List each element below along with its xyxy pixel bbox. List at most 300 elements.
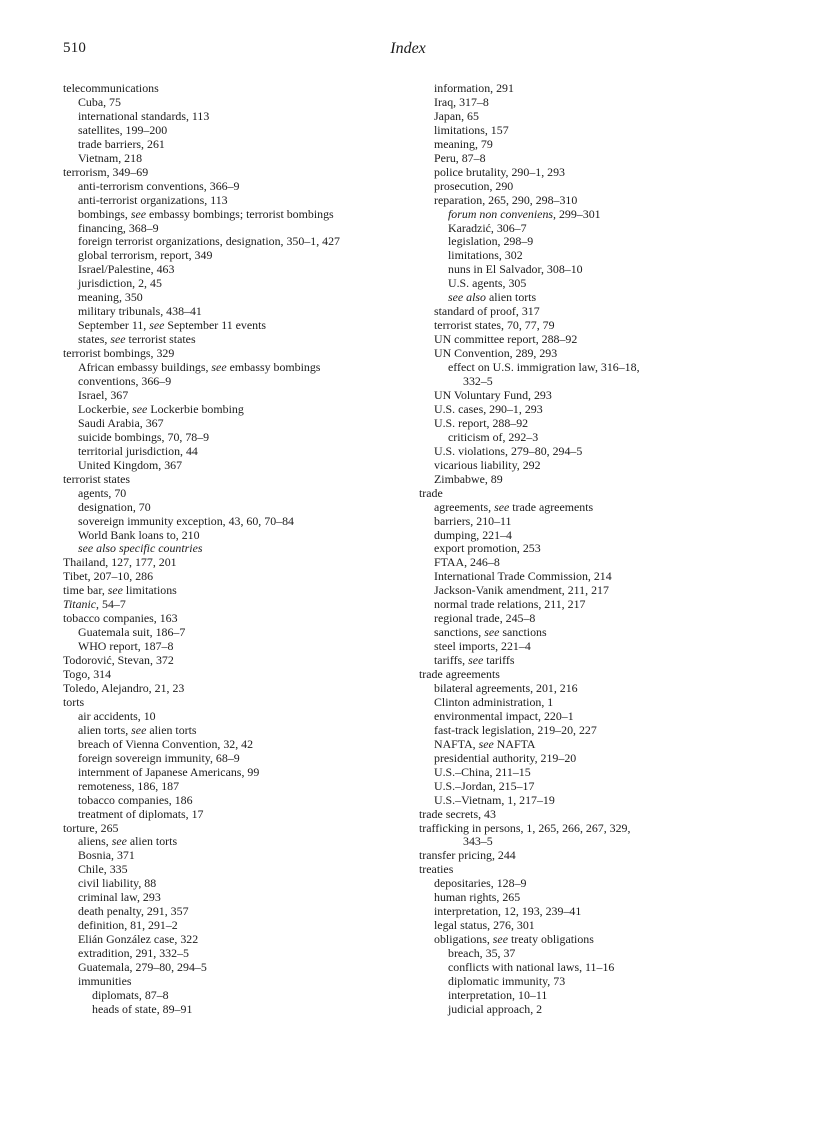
index-column-left	[63, 82, 435, 1017]
entry-text: trade	[419, 485, 443, 500]
entry-text: embassy bombings; terrorist bombings	[146, 206, 334, 221]
entry-text: United Kingdom, 367	[78, 457, 183, 472]
entry-text: civil liability, 88	[78, 876, 157, 891]
entry-text: treatment of diplomats, 17	[78, 806, 204, 821]
entry-text: World Bank loans to, 210	[78, 527, 200, 542]
index-subentry	[63, 389, 435, 403]
entry-text: alien torts	[126, 834, 178, 849]
entry-text: Vietnam, 218	[78, 150, 143, 165]
entry-text: U.S. report, 288–92	[434, 415, 529, 430]
index-subentry	[419, 654, 791, 668]
entry-text: trade agreements	[419, 667, 500, 682]
entry-text-italic: see	[131, 722, 147, 737]
index-subentry	[419, 570, 791, 584]
entry-text: transfer pricing, 244	[419, 848, 516, 863]
index-subentry	[419, 319, 791, 333]
index-subentry	[63, 738, 435, 752]
entry-text: terrorist states	[125, 332, 196, 347]
index-subentry	[419, 277, 791, 291]
index-subentry	[419, 305, 791, 319]
entry-text: 343–5	[463, 834, 493, 849]
entry-text: U.S. agents, 305	[448, 276, 527, 291]
entry-text: time bar,	[63, 583, 108, 598]
index-entry	[63, 682, 435, 696]
index-subentry	[63, 877, 435, 891]
index-subentry	[419, 989, 791, 1003]
index-subentry	[419, 556, 791, 570]
index-subentry	[419, 82, 791, 96]
index-subentry	[419, 222, 791, 236]
index-subentry	[419, 124, 791, 138]
entry-text: criticism of, 292–3	[448, 429, 539, 444]
entry-text: legislation, 298–9	[448, 234, 534, 249]
entry-text: death penalty, 291, 357	[78, 904, 189, 919]
index-subentry	[419, 459, 791, 473]
index-entry	[63, 82, 435, 96]
entry-text: U.S. violations, 279–80, 294–5	[434, 443, 583, 458]
index-entry	[63, 598, 435, 612]
index-subentry	[419, 612, 791, 626]
entry-text: Iraq, 317–8	[434, 94, 489, 109]
index-subentry	[419, 515, 791, 529]
index-subentry	[63, 305, 435, 319]
index-subentry	[63, 263, 435, 277]
entry-text-italic: forum non conveniens,	[448, 206, 556, 221]
entry-text: alien torts,	[78, 722, 132, 737]
index-subentry	[419, 249, 791, 263]
entry-text-italic: see	[130, 206, 147, 221]
entry-text: tobacco companies, 186	[78, 792, 193, 807]
entry-text: limitations	[122, 583, 177, 598]
index-subentry	[419, 431, 791, 445]
index-subentry	[419, 473, 791, 487]
index-subentry	[419, 417, 791, 431]
entry-text: definition, 81, 291–2	[78, 918, 178, 933]
index-subentry	[419, 766, 791, 780]
index-subentry	[63, 515, 435, 529]
entry-text: Japan, 65	[434, 108, 479, 123]
index-subentry	[63, 1003, 435, 1017]
entry-text: Thailand, 127, 177, 201	[63, 555, 177, 570]
entry-text: U.S.–Vietnam, 1, 217–19	[434, 792, 555, 807]
entry-text: standard of proof, 317	[434, 304, 540, 319]
entry-text: global terrorism, report, 349	[78, 248, 213, 263]
entry-text: trade secrets, 43	[419, 806, 496, 821]
index-subentry	[63, 542, 435, 556]
index-subentry	[419, 96, 791, 110]
index-subentry	[63, 529, 435, 543]
index-subentry	[63, 249, 435, 263]
entry-text: UN committee report, 288–92	[434, 332, 578, 347]
entry-text: diplomats, 87–8	[92, 987, 169, 1002]
entry-text: Cuba, 75	[78, 94, 121, 109]
entry-text: reparation, 265, 290, 298–310	[434, 192, 578, 207]
index-subentry	[419, 445, 791, 459]
entry-text: prosecution, 290	[434, 178, 514, 193]
index-subentry	[63, 403, 435, 417]
entry-text: foreign terrorist organizations, designation, 350–1, 427	[78, 234, 340, 249]
entry-text: Todorović, Stevan, 372	[63, 653, 174, 668]
index-subentry	[419, 738, 791, 752]
index-subentry	[419, 361, 791, 375]
index-subentry	[419, 403, 791, 417]
entry-text: , 54–7	[96, 597, 126, 612]
index-subentry	[419, 933, 791, 947]
index-subentry	[63, 808, 435, 822]
entry-text: terrorism, 349–69	[63, 164, 149, 179]
entry-text: interpretation, 10–11	[448, 987, 548, 1002]
entry-text: dumping, 221–4	[434, 527, 512, 542]
entry-text: conventions, 366–9	[78, 374, 172, 389]
entry-text: international standards, 113	[78, 108, 210, 123]
entry-text: tobacco companies, 163	[63, 611, 178, 626]
entry-text: torture, 265	[63, 820, 119, 835]
index-subentry	[63, 933, 435, 947]
entry-text: territorial jurisdiction, 44	[78, 443, 198, 458]
entry-text-italic: see	[149, 318, 165, 333]
entry-text-italic: Titanic	[63, 597, 97, 612]
entry-text: meaning, 350	[78, 290, 143, 305]
entry-text: anti-terrorism conventions, 366–9	[78, 178, 240, 193]
index-subentry	[419, 138, 791, 152]
entry-text: export promotion, 253	[434, 541, 541, 556]
index-subentry	[419, 640, 791, 654]
entry-text: regional trade, 245–8	[434, 611, 536, 626]
index-subentry	[63, 794, 435, 808]
index-subentry	[63, 277, 435, 291]
entry-text-italic: see	[468, 653, 484, 668]
entry-text: nuns in El Salvador, 308–10	[448, 262, 583, 277]
index-subentry	[419, 375, 791, 389]
index-entry	[419, 849, 791, 863]
index-subentry	[63, 417, 435, 431]
index-subentry	[63, 975, 435, 989]
entry-text: Togo, 314	[63, 667, 112, 682]
index-subentry	[419, 584, 791, 598]
entry-text: treaty obligations	[507, 932, 594, 947]
entry-text: bilateral agreements, 201, 216	[434, 680, 578, 695]
entry-text: barriers, 210–11	[434, 513, 512, 528]
entry-text: Tibet, 207–10, 286	[63, 569, 154, 584]
index-entry	[63, 668, 435, 682]
index-subentry	[419, 529, 791, 543]
entry-text: anti-terrorist organizations, 113	[78, 192, 228, 207]
entry-text: trade agreements	[509, 499, 594, 514]
index-subentry	[63, 989, 435, 1003]
index-subentry	[63, 487, 435, 501]
index-subentry	[419, 975, 791, 989]
entry-text: FTAA, 246–8	[434, 555, 500, 570]
index-subentry	[419, 1003, 791, 1017]
entry-text: conflicts with national laws, 11–16	[448, 960, 615, 975]
entry-text: depositaries, 128–9	[434, 876, 527, 891]
index-subentry	[63, 710, 435, 724]
entry-text: heads of state, 89–91	[92, 1001, 193, 1016]
index-subentry	[63, 961, 435, 975]
entry-text: NAFTA,	[434, 736, 479, 751]
index-subentry	[63, 222, 435, 236]
index-entry	[419, 808, 791, 822]
index-entry	[63, 612, 435, 626]
index-subentry	[419, 891, 791, 905]
entry-text: information, 291	[434, 81, 514, 95]
entry-text-italic: see also	[448, 290, 486, 305]
entry-text: embassy bombings	[226, 360, 321, 375]
entry-text: criminal law, 293	[78, 890, 161, 905]
index-subentry	[63, 919, 435, 933]
index-subentry	[63, 752, 435, 766]
entry-text: sanctions,	[434, 625, 485, 640]
index-subentry	[419, 947, 791, 961]
index-subentry	[63, 124, 435, 138]
index-entry	[63, 696, 435, 710]
index-subentry	[63, 626, 435, 640]
entry-text: suicide bombings, 70, 78–9	[78, 429, 210, 444]
index-subentry	[63, 640, 435, 654]
entry-text: trade barriers, 261	[78, 136, 165, 151]
index-subentry	[63, 96, 435, 110]
entry-text: internment of Japanese Americans, 99	[78, 764, 260, 779]
entry-text: agents, 70	[78, 485, 127, 500]
index-entry	[63, 570, 435, 584]
entry-text: immunities	[78, 974, 132, 988]
entry-text: treaties	[419, 862, 454, 877]
entry-text: tariffs	[483, 653, 515, 668]
index-entry	[63, 654, 435, 668]
index-entry	[419, 822, 791, 836]
entry-text: Toledo, Alejandro, 21, 23	[63, 680, 185, 695]
index-subentry	[63, 849, 435, 863]
entry-text: Lockerbie bombing	[147, 401, 244, 416]
index-entry	[419, 668, 791, 682]
entry-text: bombings,	[78, 206, 131, 221]
entry-text: Lockerbie,	[78, 401, 133, 416]
index-entry	[419, 863, 791, 877]
index-subentry	[63, 501, 435, 515]
entry-text-italic: see also specific countries	[78, 541, 203, 556]
index-subentry	[63, 780, 435, 794]
entry-text: vicarious liability, 292	[434, 457, 541, 472]
entry-text: jurisdiction, 2, 45	[78, 276, 162, 291]
entry-text: satellites, 199–200	[78, 122, 168, 137]
entry-text: environmental impact, 220–1	[434, 708, 574, 723]
entry-text: states,	[78, 332, 111, 347]
entry-text: terrorist states	[63, 471, 131, 486]
entry-text: police brutality, 290–1, 293	[434, 164, 565, 179]
entry-text: International Trade Commission, 214	[434, 569, 612, 584]
index-subentry	[419, 180, 791, 194]
index-entry	[63, 822, 435, 836]
index-subentry	[63, 110, 435, 124]
index-subentry	[63, 361, 435, 375]
entry-text: WHO report, 187–8	[78, 639, 174, 654]
index-subentry	[419, 780, 791, 794]
index-subentry	[63, 291, 435, 305]
entry-text: 332–5	[463, 374, 493, 389]
index-subentry	[419, 905, 791, 919]
entry-text: Karadzić, 306–7	[448, 220, 527, 235]
entry-text: Guatemala suit, 186–7	[78, 625, 186, 640]
entry-text: Zimbabwe, 89	[434, 471, 503, 486]
entry-text: Peru, 87–8	[434, 150, 486, 165]
entry-text: trafficking in persons, 1, 265, 266, 267, 329,	[419, 820, 631, 835]
index-subentry	[63, 235, 435, 249]
index-entry	[63, 347, 435, 361]
entry-text: Chile, 335	[78, 862, 128, 877]
entry-text-italic: see	[211, 360, 227, 375]
entry-text: military tribunals, 438–41	[78, 304, 202, 319]
entry-text: Israel, 367	[78, 387, 129, 402]
index-subentry	[419, 752, 791, 766]
entry-text: human rights, 265	[434, 890, 521, 905]
entry-text: steel imports, 221–4	[434, 639, 531, 654]
index-column-right	[419, 82, 791, 1017]
index-subentry	[63, 724, 435, 738]
index-subentry	[419, 961, 791, 975]
entry-text: Guatemala, 279–80, 294–5	[78, 960, 207, 975]
index-subentry	[63, 152, 435, 166]
entry-text: interpretation, 12, 193, 239–41	[434, 904, 582, 919]
index-subentry	[63, 947, 435, 961]
entry-text: designation, 70	[78, 499, 151, 514]
entry-text: alien torts	[146, 722, 197, 737]
index-subentry	[63, 905, 435, 919]
entry-text: African embassy buildings,	[78, 360, 212, 375]
entry-text: remoteness, 186, 187	[78, 778, 180, 793]
entry-text: Clinton administration, 1	[434, 694, 554, 709]
entry-text: torts	[63, 694, 85, 709]
index-subentry	[63, 891, 435, 905]
index-entry	[63, 584, 435, 598]
index-subentry	[419, 166, 791, 180]
index-subentry	[419, 696, 791, 710]
entry-text: judicial approach, 2	[448, 1001, 543, 1016]
index-subentry	[419, 333, 791, 347]
index-subentry	[419, 291, 791, 305]
index-subentry	[63, 431, 435, 445]
entry-text: breach, 35, 37	[448, 946, 516, 961]
index-subentry	[419, 542, 791, 556]
index-entry	[63, 556, 435, 570]
entry-text: UN Convention, 289, 293	[434, 346, 558, 361]
index-subentry	[419, 389, 791, 403]
entry-text: U.S. cases, 290–1, 293	[434, 401, 543, 416]
index-subentry	[419, 208, 791, 222]
entry-text: limitations, 302	[448, 248, 523, 263]
index-subentry	[63, 459, 435, 473]
entry-text-italic: see	[478, 736, 494, 751]
entry-text: 299–301	[556, 206, 601, 221]
index-subentry	[63, 766, 435, 780]
index-entry	[419, 487, 791, 501]
entry-text: terrorist bombings, 329	[63, 346, 175, 361]
entry-text: NAFTA	[493, 736, 536, 751]
index-subentry	[63, 319, 435, 333]
entry-text: Saudi Arabia, 367	[78, 415, 164, 430]
index-subentry	[419, 194, 791, 208]
index-subentry	[63, 180, 435, 194]
entry-text: Bosnia, 371	[78, 848, 135, 863]
entry-text: diplomatic immunity, 73	[448, 974, 566, 988]
entry-text: fast-track legislation, 219–20, 227	[434, 722, 597, 737]
entry-text-italic: see	[492, 932, 508, 947]
entry-text: aliens,	[78, 834, 112, 849]
index-subentry	[63, 208, 435, 222]
entry-text: terrorist states, 70, 77, 79	[434, 318, 555, 333]
entry-text: UN Voluntary Fund, 293	[434, 387, 552, 402]
entry-text: sanctions	[499, 625, 547, 640]
entry-text-italic: see	[494, 499, 510, 514]
index-entry	[63, 473, 435, 487]
entry-text-italic: see	[111, 834, 127, 849]
entry-text: tariffs,	[434, 653, 469, 668]
entry-text-italic: see	[484, 625, 500, 640]
index-subentry	[63, 194, 435, 208]
entry-text: presidential authority, 219–20	[434, 750, 577, 765]
index-subentry	[419, 794, 791, 808]
entry-text-italic: see	[110, 332, 126, 347]
entry-text: Elián González case, 322	[78, 932, 199, 947]
entry-text: obligations,	[434, 932, 493, 947]
entry-text: breach of Vienna Convention, 32, 42	[78, 736, 254, 751]
index-subentry	[419, 501, 791, 515]
index-subentry	[63, 863, 435, 877]
index-subentry	[419, 682, 791, 696]
index-subentry	[419, 626, 791, 640]
index-subentry	[63, 445, 435, 459]
entry-text: air accidents, 10	[78, 708, 156, 723]
entry-text: effect on U.S. immigration law, 316–18,	[448, 360, 640, 375]
entry-text: extradition, 291, 332–5	[78, 946, 189, 961]
index-subentry	[419, 919, 791, 933]
page-number: 510	[63, 40, 87, 56]
index-subentry	[419, 152, 791, 166]
index-subentry	[419, 710, 791, 724]
index-subentry	[419, 724, 791, 738]
index-subentry	[419, 877, 791, 891]
entry-text: financing, 368–9	[78, 220, 159, 235]
index-entry	[63, 166, 435, 180]
entry-text: U.S.–Jordan, 215–17	[434, 778, 535, 793]
index-subentry	[419, 110, 791, 124]
entry-text: sovereign immunity exception, 43, 60, 70–84	[78, 513, 294, 528]
entry-text: legal status, 276, 301	[434, 918, 535, 933]
index-subentry	[63, 138, 435, 152]
index-subentry	[63, 835, 435, 849]
index-subentry	[419, 235, 791, 249]
entry-text-italic: see	[107, 583, 123, 598]
entry-text: Jackson-Vanik amendment, 211, 217	[434, 583, 609, 598]
entry-text: September 11,	[78, 318, 150, 333]
entry-text: alien torts	[485, 290, 537, 305]
entry-text: U.S.–China, 211–15	[434, 764, 531, 779]
index-subentry	[419, 347, 791, 361]
index-subentry	[419, 598, 791, 612]
entry-text-italic: see	[132, 401, 148, 416]
index-subentry	[419, 835, 791, 849]
index-subentry	[419, 263, 791, 277]
entry-text: agreements,	[434, 499, 495, 514]
running-title: Index	[390, 40, 426, 57]
entry-text: foreign sovereign immunity, 68–9	[78, 750, 240, 765]
entry-text: Israel/Palestine, 463	[78, 262, 175, 277]
entry-text: September 11 events	[164, 318, 266, 333]
entry-text: meaning, 79	[434, 136, 493, 151]
entry-text: telecommunications	[63, 81, 159, 95]
entry-text: limitations, 157	[434, 122, 509, 137]
index-subentry	[63, 375, 435, 389]
index-subentry	[63, 333, 435, 347]
